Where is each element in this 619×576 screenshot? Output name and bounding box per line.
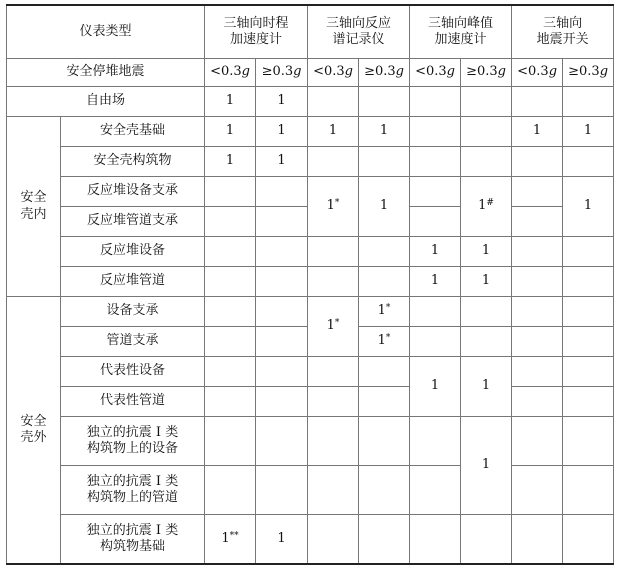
cell: 1 [410, 267, 461, 297]
table-row [7, 515, 614, 565]
table-row [7, 147, 614, 177]
cell: 1* [359, 297, 410, 327]
cell: 1* [308, 177, 359, 237]
table-row [7, 177, 614, 207]
seismic-switch-header: 三轴向 地震开关 [512, 5, 614, 59]
instrument-table [6, 4, 614, 565]
cell: 1 [512, 117, 563, 147]
cell: 1 [461, 357, 512, 417]
cell: 1 [410, 237, 461, 267]
cell: 1 [256, 147, 308, 177]
threshold-row [7, 59, 614, 87]
group-label-outside: 安全 壳外 [7, 297, 61, 565]
row-label: 独立的抗震 Ⅰ 类 构筑物上的管道 [61, 466, 205, 515]
table-row [7, 387, 614, 417]
threshold-ge: ≥0.3g [563, 59, 614, 87]
threshold-lt: <0.3g [308, 59, 359, 87]
row-label: 安全壳基础 [61, 117, 205, 147]
threshold-ge: ≥0.3g [461, 59, 512, 87]
row-label: 安全壳构筑物 [61, 147, 205, 177]
peak-accelerometer-header: 三轴向峰值 加速度计 [410, 5, 512, 59]
cell: 1* [359, 327, 410, 357]
cell: 1** [205, 515, 256, 565]
cell: 1 [563, 177, 614, 237]
threshold-ge: ≥0.3g [256, 59, 308, 87]
row-label: 反应堆设备 [61, 237, 205, 267]
row-label: 反应堆管道支承 [61, 207, 205, 237]
threshold-lt: <0.3g [410, 59, 461, 87]
table-row [7, 87, 614, 117]
cell: 1 [256, 87, 308, 117]
row-label: 自由场 [7, 87, 205, 117]
cell: 1 [359, 117, 410, 147]
cell: 1 [256, 515, 308, 565]
row-label: 独立的抗震 Ⅰ 类 构筑物基础 [61, 515, 205, 565]
cell: 1 [256, 117, 308, 147]
table-row [7, 267, 614, 297]
row-label: 反应堆管道 [61, 267, 205, 297]
cell: 1 [308, 117, 359, 147]
table-row [7, 357, 614, 387]
row-label: 代表性管道 [61, 387, 205, 417]
sse-label: 安全停堆地震 [7, 59, 205, 87]
cell: 1 [205, 147, 256, 177]
table-row [7, 466, 614, 515]
cell: 1 [461, 237, 512, 267]
cell: 1 [461, 267, 512, 297]
threshold-lt: <0.3g [512, 59, 563, 87]
table-row [7, 117, 614, 147]
response-spectrum-recorder-header: 三轴向反应 谱记录仪 [308, 5, 410, 59]
cell: 1 [410, 357, 461, 417]
row-label: 管道支承 [61, 327, 205, 357]
row-label: 设备支承 [61, 297, 205, 327]
instrument-type-header: 仪表类型 [7, 5, 205, 59]
row-label: 反应堆设备支承 [61, 177, 205, 207]
row-label: 代表性设备 [61, 357, 205, 387]
row-label: 独立的抗震 Ⅰ 类 构筑物上的设备 [61, 417, 205, 466]
cell: 1* [308, 297, 359, 357]
table-row [7, 297, 614, 327]
cell: 1# [461, 177, 512, 237]
table-row [7, 237, 614, 267]
header-row [7, 5, 614, 59]
cell: 1 [205, 87, 256, 117]
cell: 1 [359, 177, 410, 237]
time-history-accelerometer-header: 三轴向时程 加速度计 [205, 5, 308, 59]
cell: 1 [461, 417, 512, 515]
cell: 1 [205, 117, 256, 147]
threshold-ge: ≥0.3g [359, 59, 410, 87]
table-row [7, 417, 614, 466]
group-label-inside: 安全 壳内 [7, 117, 61, 297]
cell: 1 [563, 117, 614, 147]
threshold-lt: <0.3g [205, 59, 256, 87]
